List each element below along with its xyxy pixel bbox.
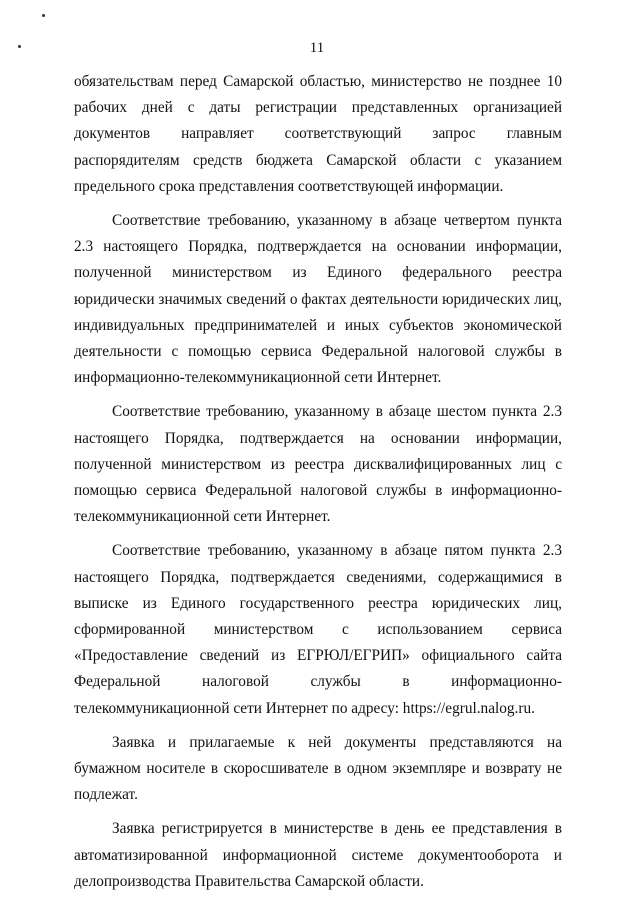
document-body — [74, 69, 562, 903]
paragraph-continuation: обязательствам перед Самарской областью, министерство не позднее 10 рабочих дней с даты регистрации представленных организацией документов направляет соответствующий запрос главным распорядителям средств бюджета Самарской области с указанием предельного срока представления соответствующей информации. — [74, 73, 562, 195]
paragraph-fifth-requirement: Соответствие требованию, указанному в абзаце пятом пункта 2.3 настоящего Порядка, подтверждается сведениями, содержащимися в выписке из Единого государственного реестра юридических лиц, сформированной министерством с использованием сервиса «Предоставление сведений из ЕГРЮЛ/ЕГРИП» официального сайта Федеральной налоговой службы в информационно-телекоммуникационной сети Интернет по адресу: https://egrul.nalog.ru. — [74, 542, 562, 717]
paragraph-application-documents: Заявка и прилагаемые к ней документы представляются на бумажном носителе в скоросшивателе в одном экземпляре и возврату не подлежат. — [74, 733, 562, 804]
scan-speck — [42, 14, 45, 17]
paragraph-application-registration: Заявка регистрируется в министерстве в день ее представления в автоматизированной информационной системе документооборота и делопроизводства Правительства Самарской области. — [74, 820, 562, 890]
paragraph-fourth-requirement: Соответствие требованию, указанному в абзаце четвертом пункта 2.3 настоящего Порядка, подтверждается на основании информации, полученной министерством из Единого федерального реестра юридически значимых сведений о фактах деятельности юридических лиц, индивидуальных предпринимателей и иных субъектов экономической деятельности с помощью сервиса Федеральной налоговой службы в информационно-телекоммуникационной сети Интернет. — [74, 212, 562, 387]
paragraph-sixth-requirement: Соответствие требованию, указанному в абзаце шестом пункта 2.3 настоящего Порядка, подтверждается на основании информации, полученной министерством из реестра дисквалифицированных лиц с помощью сервиса Федеральной налоговой службы в информационно-телекоммуникационной сети Интернет. — [74, 403, 562, 526]
page-number: 11 — [309, 40, 325, 56]
